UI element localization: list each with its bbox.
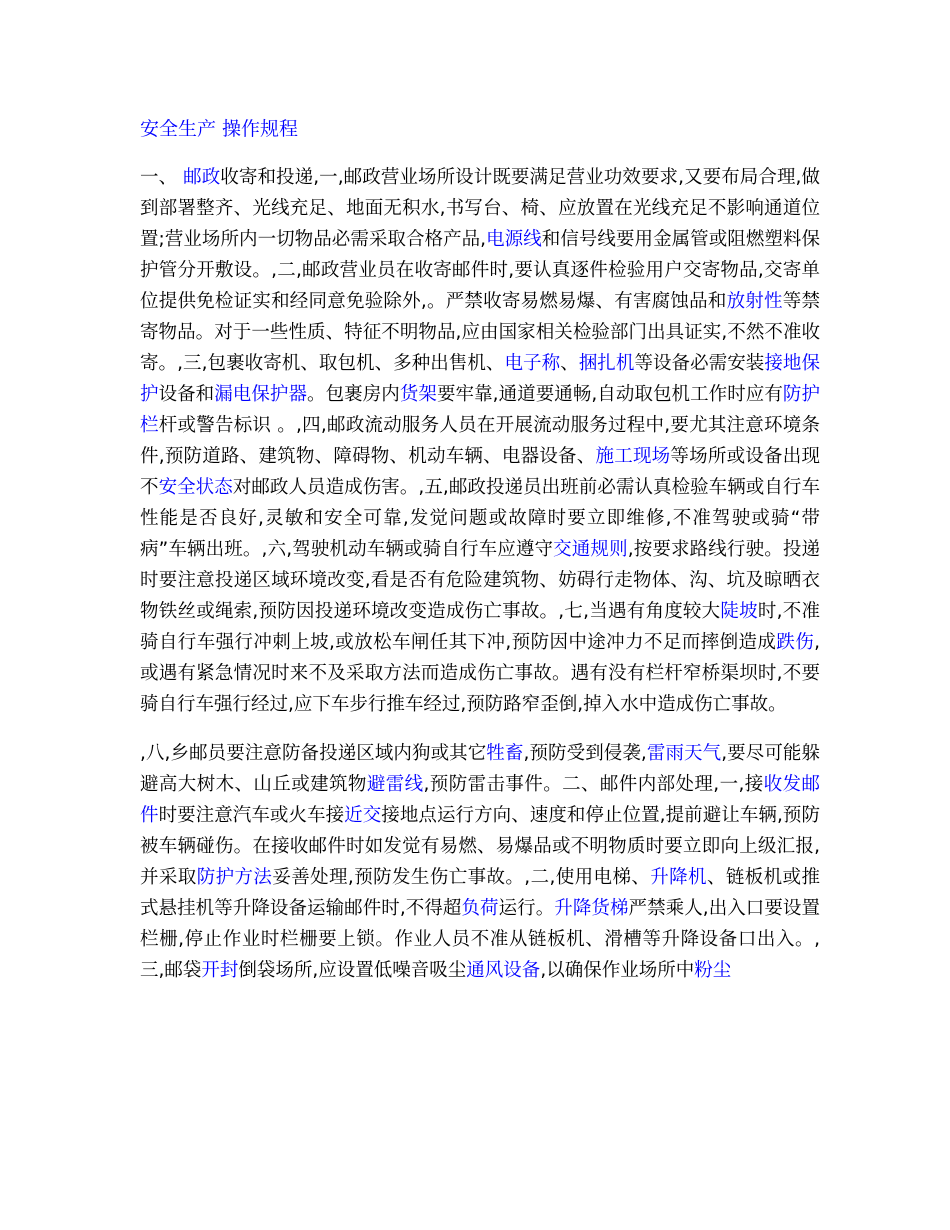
inline-link[interactable]: 电源线	[486, 229, 542, 250]
inline-link[interactable]: 防护栏	[140, 384, 820, 436]
paragraph-text: ,要尽可能躲避高大树木、山丘或建筑物	[140, 743, 820, 795]
inline-link[interactable]: 施工现场	[595, 446, 671, 467]
inline-link[interactable]: 放射性	[726, 291, 783, 312]
paragraph-text: 严禁乘人,出入口要设置栏栅,停止作业时栏栅要上锁。作业人员不准从链板机、滑槽等升降设备口出入。,三,邮袋	[140, 898, 820, 981]
inline-link[interactable]: 交通规则	[553, 539, 628, 560]
paragraph-text: 一、	[140, 167, 184, 188]
paragraph-text: 杆或警告标识 。,四,邮政流动服务人员在开展流动服务过程中,要尤其注意环境条件,预防道路、建筑物、障碍物、机动车辆、电器设备、	[140, 415, 820, 467]
paragraph-text: 收寄和投递,一,邮政营业场所设计既要满足营业功效要求,又要布局合理,做到部署整齐、光线充足、地面无积水,书写台、椅、应放置在光线充足不影响通道位置;营业场所内一切物品必需采取合格产品,	[140, 167, 820, 250]
paragraph-text: 等禁寄物品。对于一些性质、特征不明物品,应由国家相关检验部门出具证实,不然不准收寄。,三,包裹收寄机、取包机、多种出售机、	[140, 291, 820, 374]
paragraph-text: 等设备必需安装	[634, 353, 765, 374]
inline-link[interactable]: 开封	[201, 960, 239, 981]
paragraph-text: ,按要求路线行驶。投递时要注意投递区域环境改变,看是否有危险建筑物、妨碍行走物体、沟、坑及晾晒衣物铁丝或绳索,预防因投递环境改变造成伤亡事故。,七,当遇有角度较大	[140, 539, 820, 622]
paragraph-text: 、链板机或推式悬挂机等升降设备运输邮件时,不得超	[140, 867, 820, 919]
paragraph-text: 时,不准骑自行车强行冲刺上坡,或放松车闸任其下冲,预防因中途冲力不足而摔倒造成	[140, 601, 820, 653]
paragraph-text: ,八,乡邮员要注意防备投递区域内狗或其它	[140, 743, 487, 764]
inline-link[interactable]: 安全状态	[158, 477, 233, 498]
inline-link[interactable]: 陡坡	[720, 601, 758, 622]
inline-link[interactable]: 避雷线	[366, 774, 424, 795]
paragraph-text: 倒袋场所,应设置低噪音吸尘	[238, 960, 467, 981]
paragraph-text: 时要注意汽车或火车接	[158, 805, 345, 826]
paragraph-text: 等场所或设备出现不	[140, 446, 820, 498]
inline-link[interactable]: 漏电保护器	[214, 384, 308, 405]
inline-link[interactable]: 粉尘	[694, 960, 732, 981]
document-page	[140, 114, 820, 986]
paragraph-text: ,或遇有紧急情况时来不及采取方法而造成伤亡事故。遇有没有栏杆窄桥渠坝时,不要骑自行车强行经过,应下车步行推车经过,预防路窄歪倒,掉入水中造成伤亡事故。	[140, 632, 820, 715]
inline-link[interactable]: 升降机	[650, 867, 707, 888]
paragraph-text: 设备和	[158, 384, 215, 405]
paragraph-text: 妥善处理,预防发生伤亡事故。,二,使用电梯、	[272, 867, 651, 888]
paragraph-text: 、	[560, 353, 579, 374]
inline-link[interactable]: 电子称	[504, 353, 561, 374]
document-title[interactable]: 安全生产 操作规程	[140, 118, 299, 140]
paragraph-text: ,以确保作业场所中	[540, 960, 695, 981]
inline-link[interactable]: 收发邮件	[140, 774, 820, 826]
inline-link[interactable]: 防护方法	[196, 867, 273, 888]
inline-link[interactable]: 邮政	[183, 167, 221, 188]
paragraph-text: ,预防雷击事件。二、邮件内部处理,一,接	[423, 774, 764, 795]
paragraph-text: 运行。	[498, 898, 555, 919]
inline-link[interactable]: 通风设备	[466, 960, 541, 981]
inline-link[interactable]: 牲畜	[486, 743, 524, 764]
paragraph-2	[140, 738, 820, 986]
paragraph-text: 接地点运行方向、速度和停止位置,提前避让车辆,预防被车辆碰伤。在接收邮件时如发觉有易燃、易爆品或不明物质时要立即向上级汇报,并采取	[140, 805, 820, 888]
paragraph-text: 和信号线要用金属管或阻燃塑料保护管分开敷设。,二,邮政营业员在收寄邮件时,要认真逐件检验用户交寄物品,交寄单位提供免检证实和经同意免验除外,。严禁收寄易燃易爆、有害腐蚀品和	[140, 229, 820, 312]
inline-link[interactable]: 捆扎机	[578, 353, 635, 374]
inline-link[interactable]: 跌伤	[776, 632, 815, 653]
paragraph-text: 。包裹房内	[307, 384, 400, 405]
inline-link[interactable]: 升降货梯	[554, 898, 629, 919]
paragraph-text: ,预防受到侵袭,	[523, 743, 647, 764]
paragraph-text: 对邮政人员造成伤害。,五,邮政投递员出班前必需认真检验车辆或自行车性能是否良好,灵敏和安全可靠,发觉问题或故障时要立即维修,不准驾驶或骑“带病”车辆出班。,六,驾驶机动车辆或骑自行车应遵守	[140, 477, 820, 560]
inline-link[interactable]: 货架	[399, 384, 437, 405]
inline-link[interactable]: 负荷	[461, 898, 499, 919]
paragraph-text: 要牢靠,通道要通畅,自动取包机工作时应有	[436, 384, 783, 405]
inline-link[interactable]: 雷雨天气	[646, 743, 722, 764]
inline-link[interactable]: 近交	[344, 805, 382, 826]
paragraph-1	[140, 162, 820, 720]
inline-link[interactable]: 接地保护	[140, 353, 820, 405]
